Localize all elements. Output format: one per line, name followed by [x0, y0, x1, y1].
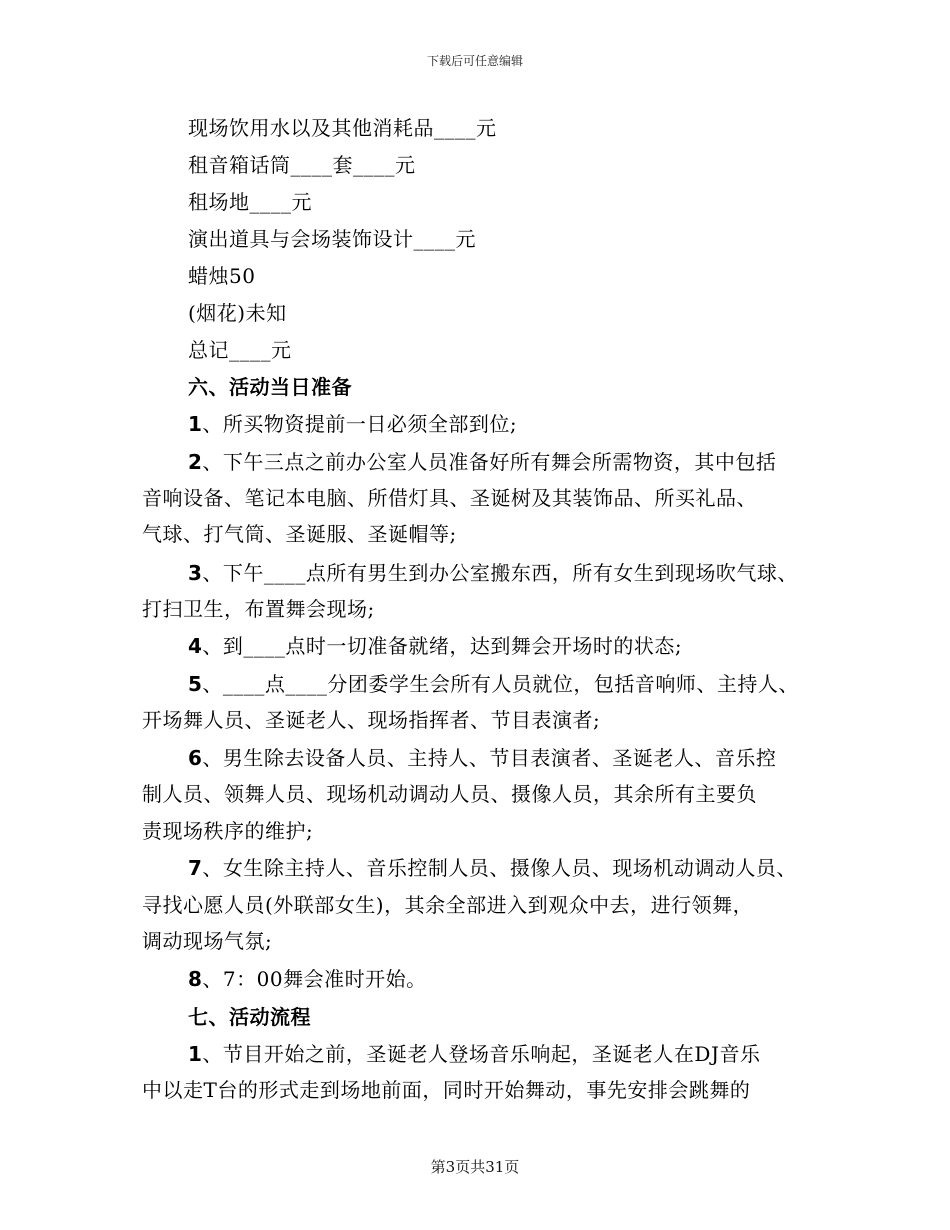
item-number: 2 — [188, 450, 203, 474]
budget-item: 总记____元 — [188, 338, 292, 362]
budget-item: 租音箱话筒____套____元 — [188, 153, 416, 177]
page-footer: 第3页共31页 — [430, 1158, 520, 1176]
list-item — [188, 1044, 760, 1064]
item-text: 、下午三点之前办公室人员准备好所有舞会所需物资，其中包括 — [202, 450, 777, 474]
list-item — [188, 452, 776, 472]
section-heading: 七、活动流程 — [188, 1005, 311, 1029]
item-text-continued: 中以走T台的形式走到场地前面，同时开始舞动，事先安排会跳舞的 — [142, 1078, 751, 1102]
item-text-continued: 开场舞人员、圣诞老人、现场指挥者、节目表演者; — [142, 708, 601, 732]
item-number: 1 — [188, 1042, 203, 1066]
budget-item: 现场饮用水以及其他消耗品____元 — [188, 116, 497, 140]
list-item — [188, 674, 799, 694]
list-item — [188, 414, 517, 434]
item-text: 、节目开始之前，圣诞老人登场音乐响起，圣诞老人在DJ音乐 — [202, 1042, 761, 1066]
item-text: 、所买物资提前一日必须全部到位; — [202, 412, 518, 436]
page-header: 下载后可任意编辑 — [426, 54, 523, 68]
item-text-continued: 责现场秩序的维护; — [142, 819, 314, 843]
budget-item: 演出道具与会场装饰设计____元 — [188, 227, 476, 251]
list-item — [188, 636, 682, 656]
list-item — [188, 563, 798, 583]
item-text-continued: 音响设备、笔记本电脑、所借灯具、圣诞树及其装饰品、所买礼品、 — [142, 486, 757, 510]
item-text: 、到____点时一切准备就绪，达到舞会开场时的状态; — [202, 634, 683, 658]
budget-item: (烟花)未知 — [188, 301, 287, 325]
item-text: 、下午____点所有男生到办公室搬东西，所有女生到现场吹气球、 — [202, 561, 798, 585]
list-item — [188, 858, 797, 878]
item-number: 6 — [188, 746, 203, 770]
section-heading: 六、活动当日准备 — [188, 375, 352, 399]
item-number: 8 — [188, 967, 203, 991]
item-text-continued: 打扫卫生，布置舞会现场; — [142, 597, 375, 621]
item-number: 7 — [188, 856, 203, 880]
item-text: 、____点____分团委学生会所有人员就位，包括音响师、主持人、 — [202, 672, 799, 696]
item-text-continued: 寻找心愿人员(外联部女生)，其余全部进入到观众中去，进行领舞， — [142, 893, 754, 917]
item-number: 4 — [188, 634, 203, 658]
item-text-continued: 调动现场气氛; — [142, 929, 273, 953]
item-number: 5 — [188, 672, 203, 696]
item-text: 、男生除去设备人员、主持人、节目表演者、圣诞老人、音乐控 — [202, 746, 777, 770]
item-text: 、女生除主持人、音乐控制人员、摄像人员、现场机动调动人员、 — [202, 856, 797, 880]
item-number: 3 — [188, 561, 203, 585]
item-text-continued: 气球、打气筒、圣诞服、圣诞帽等; — [142, 522, 457, 546]
list-item — [188, 969, 427, 989]
item-text-continued: 制人员、领舞人员、现场机动调动人员、摄像人员，其余所有主要负 — [142, 782, 757, 806]
item-text: 、7：00舞会准时开始。 — [202, 967, 427, 991]
list-item — [188, 748, 776, 768]
budget-item: 租场地____元 — [188, 190, 312, 214]
budget-item: 蜡烛50 — [188, 264, 256, 288]
item-number: 1 — [188, 412, 203, 436]
